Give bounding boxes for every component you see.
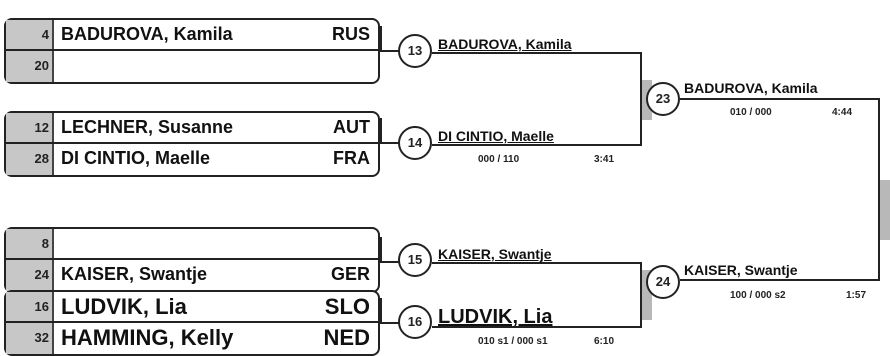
round2-winner-name: KAISER, Swantje bbox=[438, 246, 552, 262]
player-name: KAISER, Swantje bbox=[61, 264, 208, 284]
match-time: 1:57 bbox=[846, 290, 867, 301]
seed-number: 28 bbox=[6, 144, 54, 175]
player-name: LUDVIK, Lia bbox=[61, 294, 187, 319]
player-name: BADUROVA, Kamila bbox=[61, 24, 233, 44]
match-score: 000 / 110 bbox=[478, 154, 520, 165]
seed-number: 32 bbox=[6, 323, 54, 354]
bracket-connector bbox=[380, 261, 400, 263]
player-name: LECHNER, Susanne bbox=[61, 117, 234, 137]
player-nation: NED bbox=[323, 325, 370, 350]
seed-number: 4 bbox=[6, 20, 54, 49]
winner-line bbox=[432, 52, 640, 54]
round2-winner-name: DI CINTIO, Maelle bbox=[438, 128, 554, 144]
player-slot[interactable] bbox=[6, 260, 378, 291]
player-slot[interactable] bbox=[6, 113, 378, 144]
player-nation: FRA bbox=[333, 148, 370, 168]
bracket-connector bbox=[380, 142, 400, 144]
bracket-connector bbox=[380, 50, 400, 52]
bracket-connector-shade bbox=[880, 180, 890, 240]
seed-number: 24 bbox=[6, 260, 54, 291]
bracket-connector bbox=[380, 118, 382, 144]
winner-line bbox=[432, 262, 640, 264]
bracket-connector bbox=[380, 298, 382, 324]
match-number-badge: 15 bbox=[398, 243, 432, 277]
winner-line bbox=[680, 279, 880, 281]
round3-winner-name: KAISER, Swantje bbox=[684, 262, 798, 278]
player-slot[interactable] bbox=[6, 229, 378, 260]
player-nation: AUT bbox=[333, 117, 370, 137]
seed-number: 20 bbox=[6, 51, 54, 82]
winner-line bbox=[432, 144, 640, 146]
round3-winner-name: BADUROVA, Kamila bbox=[684, 80, 818, 96]
match-number-badge: 14 bbox=[398, 126, 432, 160]
match-number-badge: 16 bbox=[398, 305, 432, 339]
match-pair-3 bbox=[4, 227, 380, 293]
player-slot[interactable] bbox=[6, 20, 378, 51]
player-nation: GER bbox=[330, 264, 370, 284]
bracket-connector bbox=[380, 322, 400, 324]
round2-winner-name: BADUROVA, Kamila bbox=[438, 36, 572, 52]
player-name: HAMMING, Kelly bbox=[61, 325, 234, 350]
match-time: 6:10 bbox=[594, 336, 615, 347]
player-slot[interactable] bbox=[6, 323, 378, 354]
player-slot[interactable] bbox=[6, 144, 378, 175]
bracket-connector bbox=[380, 26, 382, 52]
match-number-badge: 23 bbox=[646, 82, 680, 116]
round2-winner-name: LUDVIK, Lia bbox=[438, 306, 553, 328]
match-score: 010 s1 / 000 s1 bbox=[478, 336, 548, 347]
match-number-badge: 13 bbox=[398, 34, 432, 68]
seed-number: 16 bbox=[6, 292, 54, 321]
match-time: 3:41 bbox=[594, 154, 615, 165]
player-name: DI CINTIO, Maelle bbox=[61, 148, 211, 168]
match-score: 010 / 000 bbox=[730, 107, 772, 118]
match-number-badge: 24 bbox=[646, 265, 680, 299]
winner-line bbox=[680, 98, 880, 100]
match-pair-4 bbox=[4, 290, 380, 356]
seed-number: 8 bbox=[6, 229, 54, 258]
match-score: 100 / 000 s2 bbox=[730, 290, 786, 301]
match-pair-2 bbox=[4, 111, 380, 177]
player-nation: SLO bbox=[324, 294, 370, 319]
player-slot[interactable] bbox=[6, 51, 378, 82]
seed-number: 12 bbox=[6, 113, 54, 142]
player-nation: RUS bbox=[331, 24, 370, 44]
player-slot[interactable] bbox=[6, 292, 378, 323]
match-time: 4:44 bbox=[832, 107, 853, 118]
match-pair-1 bbox=[4, 18, 380, 84]
bracket-connector bbox=[380, 237, 382, 263]
